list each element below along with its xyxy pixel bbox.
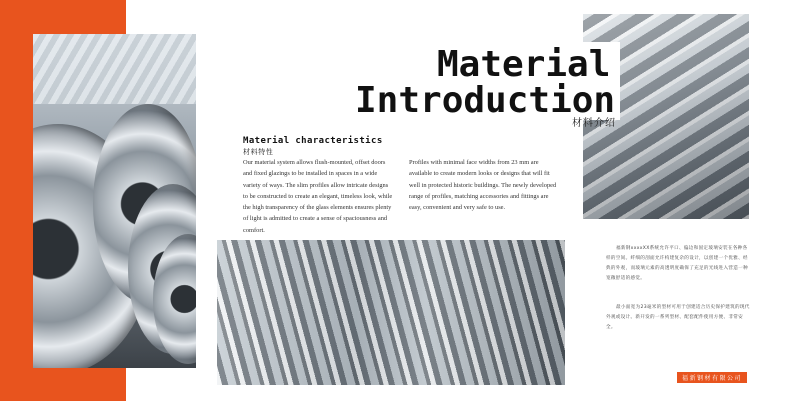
profile-bars [217,240,565,385]
section-heading: Material characteristics [243,136,383,146]
cn-paragraph-1: 福新钢xxxxXX系统允许平口、偏边和固定玻璃安装在各种各样的空间。纤细的剖面允许构建复杂的设计，以创建一个优雅、经典的外观，而玻璃元素的高透明度确保了充足的光线进入营造一种宽敞舒适的感觉。 [606,246,748,281]
company-badge [677,372,747,383]
company-badge-label: 福新钢材有限公司 [681,375,742,382]
aluminum-profiles-photo-bottom [217,240,565,385]
body-paragraph-2: Profiles with minimal face widths from 23 mm are available to create modern looks or designs that will fit well in protected historic buildings. The newly developed range of profiles, matching accessories and fittings are easy, convenient and very safe to use. [409,159,557,212]
steel-coils-photo [33,34,196,368]
page-title-line-2: Introduction [355,80,616,121]
page-title-line-1: Material [437,44,611,85]
page-subtitle-cn: 材料介绍 [572,118,616,129]
cn-paragraph-2: 最小面宽为23毫米的型材可用于创建适合历史保护建筑的现代外观或设计。新开发的一系列型材、配套配件使用方便、非常安全。 [606,305,750,330]
section-heading-cn: 材料特性 [243,148,274,156]
body-paragraph-1: Our material system allows flush-mounted, offset doors and fixed glazings to be installed in spaces in a wide variety of ways. The slim profiles allow intricate designs to be constructed to create an elegant, timeless look, while the high transparency of the glass elements ensures plenty of light is admitted to create a sense of spaciousness and comfort. [243,159,393,234]
warehouse-ceiling [33,34,196,104]
